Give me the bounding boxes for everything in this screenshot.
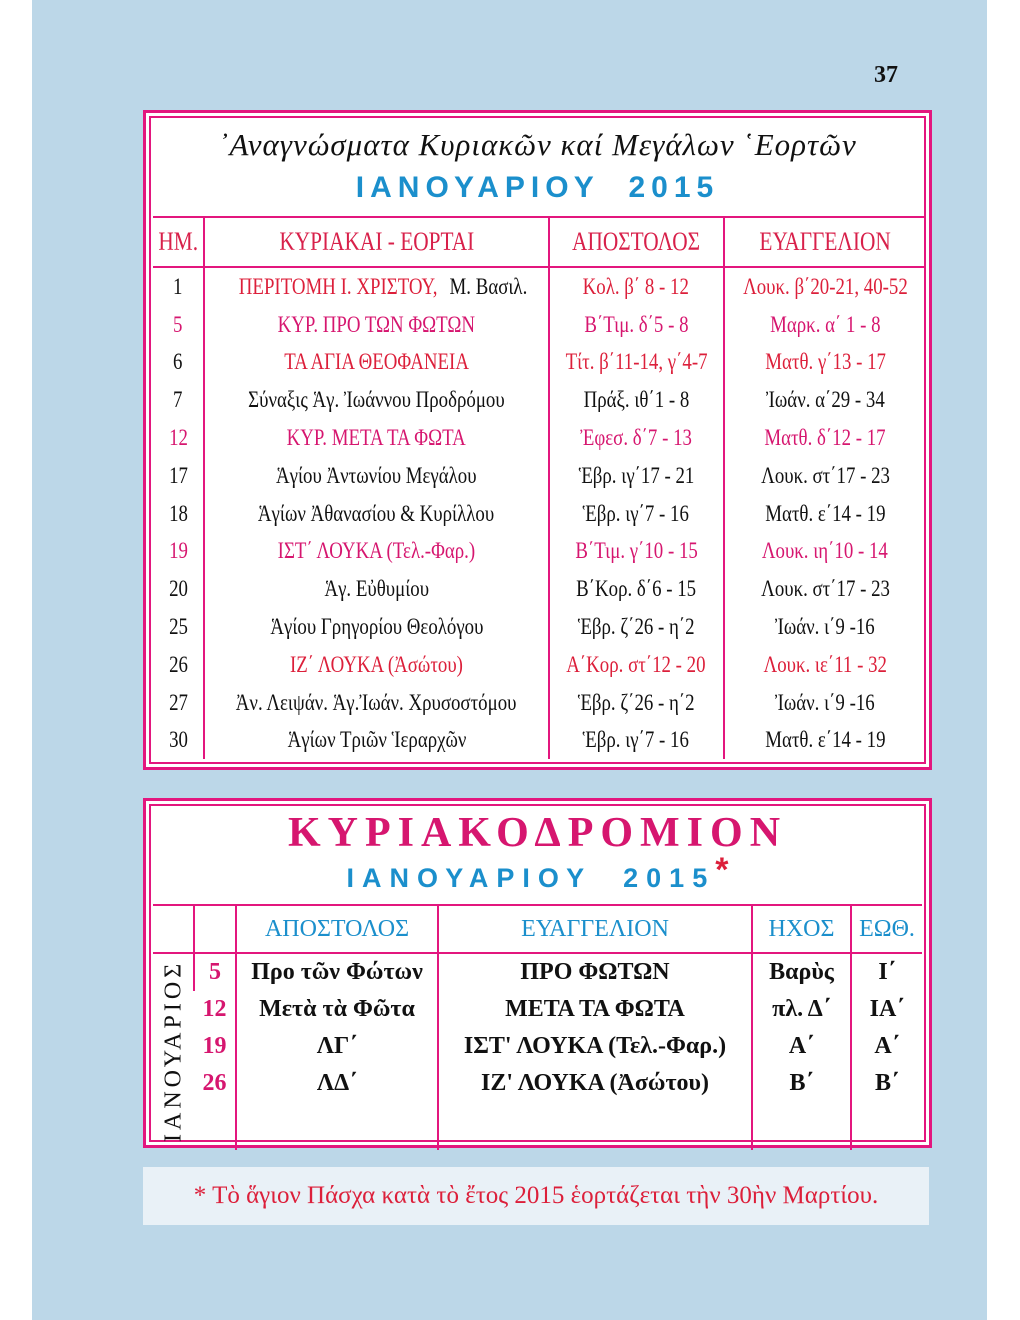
row-day: 25	[168, 614, 188, 640]
month-vertical-label: ΙΑΝΟΥΑΡΙΟΣ	[160, 959, 187, 1143]
row-feast: ΚΥΡ. ΜΕΤΑ ΤΑ ΦΩΤΑ	[204, 419, 548, 457]
row-eothinon: Β΄	[851, 1065, 922, 1102]
table-row	[153, 306, 926, 344]
row-apostle: ΛΓ΄	[236, 1028, 438, 1065]
row-gospel: Ματθ. ε΄14 - 19	[724, 722, 926, 760]
footnote	[143, 1167, 929, 1225]
row-day: 19	[168, 538, 188, 564]
table-row	[153, 1065, 922, 1102]
row-feast: Ἀν. Λειψάν. Ἁγ.Ἰωάν. Χρυσοστόμου	[204, 684, 548, 722]
kyriakodromion-month-name: ΙΑΝΟΥΑΡΙΟΥ	[346, 863, 593, 893]
row-apostle: ΛΔ΄	[236, 1065, 438, 1102]
table-row	[153, 419, 926, 457]
footnote-text: Τὸ ἅγιον Πάσχα κατὰ τὸ ἔτος 2015 ἑορτάζεται τὴν 30ὴν Μαρτίου.	[212, 1182, 879, 1209]
readings-rows	[153, 267, 926, 759]
row-apostle: Α΄Κορ. στ΄12 - 20	[549, 646, 724, 684]
page-background	[32, 0, 987, 1320]
table-row	[153, 684, 926, 722]
row-gospel: ΙΣΤ' ΛΟΥΚΑ (Τελ.-Φαρ.)	[438, 1028, 752, 1065]
row-day: 12	[168, 425, 188, 451]
row-feast: Ἁγίων Ἀθανασίου & Κυρίλλου	[204, 495, 548, 533]
row-gospel: ΜΕΤΑ ΤΑ ΦΩΤΑ	[438, 991, 752, 1028]
row-eothinon: Ι΄	[851, 953, 922, 991]
row-apostle: Τίτ. β΄11-14, γ΄4-7	[549, 344, 724, 382]
row-gospel: Ἰωάν. ι΄9 -16	[724, 608, 926, 646]
row-apostle: Πράξ. ιθ΄1 - 8	[549, 381, 724, 419]
filler-cell	[194, 1102, 236, 1150]
row-gospel: Λουκ. β΄20-21, 40-52	[724, 267, 926, 306]
row-day: 26	[202, 1070, 227, 1096]
table-row	[153, 1028, 922, 1065]
row-eothinon: Α΄	[851, 1028, 922, 1065]
table-row	[153, 570, 926, 608]
row-apostle: Ἑβρ. ζ΄26 - η΄2	[549, 684, 724, 722]
table-row	[153, 457, 926, 495]
row-tone: Β΄	[752, 1065, 851, 1102]
readings-panel	[143, 110, 932, 770]
header-gospel: ΕΥΑΓΓΕΛΙΟΝ	[438, 905, 752, 953]
row-day: 5	[194, 953, 236, 991]
row-tone: Α΄	[752, 1028, 851, 1065]
table-row	[153, 267, 926, 306]
table-row	[153, 344, 926, 382]
row-tone: πλ. Δ΄	[752, 991, 851, 1028]
row-day: 5	[173, 311, 183, 337]
row-day: 30	[168, 727, 188, 753]
header-apostle: ΑΠΟΣΤΟΛΟΣ	[236, 905, 438, 953]
row-gospel: ΙΖ' ΛΟΥΚΑ (Ἀσώτου)	[438, 1065, 752, 1102]
row-gospel: Ματθ. γ΄13 - 17	[724, 344, 926, 382]
table-row	[153, 608, 926, 646]
asterisk-icon: *	[715, 851, 729, 889]
table-row	[153, 953, 922, 991]
kyriakodromion-table	[153, 904, 922, 1150]
row-day: 1	[173, 273, 183, 299]
row-feast: Σύναξις Ἁγ. Ἰωάννου Προδρόμου	[204, 381, 548, 419]
readings-year: 2015	[628, 171, 720, 204]
kyriakodromion-month	[146, 851, 929, 896]
header-apostle: ΑΠΟΣΤΟΛΟΣ	[549, 217, 724, 267]
row-gospel: Λουκ. ιη΄10 - 14	[724, 533, 926, 571]
filler-row	[153, 1102, 922, 1150]
row-apostle: Μετὰ τὰ Φῶτα	[236, 991, 438, 1028]
header-gospel: ΕΥΑΓΓΕΛΙΟΝ	[724, 217, 926, 267]
row-feast-extra: Μ. Βασιλ.	[449, 273, 528, 299]
row-feast: Ἁγ. Εὐθυμίου	[204, 570, 548, 608]
header-day-col	[194, 905, 236, 953]
row-day: 17	[168, 462, 188, 488]
row-tone: Βαρὺς	[752, 953, 851, 991]
row-apostle: Ἑβρ. ιγ΄7 - 16	[549, 495, 724, 533]
row-gospel: Ἰωάν. ι΄9 -16	[724, 684, 926, 722]
readings-month-name: ΙΑΝΟΥΑΡΙΟΥ	[355, 171, 600, 204]
row-feast: ΠΕΡΙΤΟΜΗ Ι. ΧΡΙΣΤΟΥ,Μ. Βασιλ.	[204, 267, 548, 306]
table-row	[153, 495, 926, 533]
row-day: 18	[168, 500, 188, 526]
row-day: 19	[202, 1033, 227, 1059]
row-feast: ΙΣΤ΄ ΛΟΥΚΑ (Τελ.-Φαρ.)	[204, 533, 548, 571]
row-apostle: Ἐφεσ. δ΄7 - 13	[549, 419, 724, 457]
header-tone: ΗΧΟΣ	[752, 905, 851, 953]
row-day: 20	[168, 576, 188, 602]
row-apostle: Ἑβρ. ζ΄26 - η΄2	[549, 608, 724, 646]
filler-cell	[851, 1102, 922, 1150]
readings-title: ᾿Αναγνώσματα Κυριακῶν καί Μεγάλων ῾Εορτῶν	[218, 127, 857, 162]
header-eothinon: ΕΩΘ.	[851, 905, 922, 953]
row-feast: ΙΖ΄ ΛΟΥΚΑ (Ἀσώτου)	[204, 646, 548, 684]
table-row	[153, 646, 926, 684]
filler-cell	[236, 1102, 438, 1150]
row-apostle: Κολ. β΄ 8 - 12	[549, 267, 724, 306]
row-apostle: Ἑβρ. ιγ΄7 - 16	[549, 722, 724, 760]
row-apostle: Προ τῶν Φώτων	[236, 953, 438, 991]
kyriakodromion-title: ΚΥΡΙΑΚΟΔΡΟΜΙΟΝ	[287, 810, 788, 856]
row-apostle: Β΄Κορ. δ΄6 - 15	[549, 570, 724, 608]
table-row	[153, 722, 926, 760]
readings-table	[153, 216, 926, 759]
table-row	[153, 533, 926, 571]
row-apostle: Β΄Τιμ. γ΄10 - 15	[549, 533, 724, 571]
row-feast: ΤΑ ΑΓΙΑ ΘΕΟΦΑΝΕΙΑ	[204, 344, 548, 382]
row-gospel: Λουκ. στ΄17 - 23	[724, 457, 926, 495]
header-feasts: ΚΥΡΙΑΚΑΙ - ΕΟΡΤΑΙ	[204, 217, 548, 267]
header-month-col	[153, 905, 194, 953]
row-feast: Ἁγίου Γρηγορίου Θεολόγου	[204, 608, 548, 646]
row-feast: ΚΥΡ. ΠΡΟ ΤΩΝ ΦΩΤΩΝ	[204, 306, 548, 344]
row-day: 12	[202, 996, 227, 1022]
row-apostle: Β΄Τιμ. δ΄5 - 8	[549, 306, 724, 344]
kyriakodromion-year: 2015	[623, 863, 716, 893]
kyriakodromion-rows	[153, 953, 922, 1150]
row-gospel: ΠΡΟ ΦΩΤΩΝ	[438, 953, 752, 991]
row-gospel: Ἰωάν. α΄29 - 34	[724, 381, 926, 419]
readings-month	[146, 171, 929, 205]
row-feast: Ἁγίων Τριῶν Ἱεραρχῶν	[204, 722, 548, 760]
table-row	[153, 381, 926, 419]
row-apostle: Ἑβρ. ιγ΄17 - 21	[549, 457, 724, 495]
row-gospel: Μαρκ. α΄ 1 - 8	[724, 306, 926, 344]
table-row	[153, 991, 922, 1028]
row-day: 7	[173, 387, 183, 413]
filler-cell	[752, 1102, 851, 1150]
filler-cell	[438, 1102, 752, 1150]
row-day: 6	[173, 349, 183, 375]
header-day: ΗΜ.	[153, 217, 204, 267]
row-gospel: Ματθ. ε΄14 - 19	[724, 495, 926, 533]
kyriakodromion-panel	[143, 798, 932, 1148]
page-number: 37	[874, 62, 898, 88]
row-feast: Ἁγίου Ἀντωνίου Μεγάλου	[204, 457, 548, 495]
row-gospel: Λουκ. ιε΄11 - 32	[724, 646, 926, 684]
row-day: 26	[168, 651, 188, 677]
row-gospel: Λουκ. στ΄17 - 23	[724, 570, 926, 608]
row-eothinon: ΙΑ΄	[851, 991, 922, 1028]
asterisk-icon: *	[193, 1182, 207, 1209]
row-day: 27	[168, 689, 188, 715]
row-gospel: Ματθ. δ΄12 - 17	[724, 419, 926, 457]
